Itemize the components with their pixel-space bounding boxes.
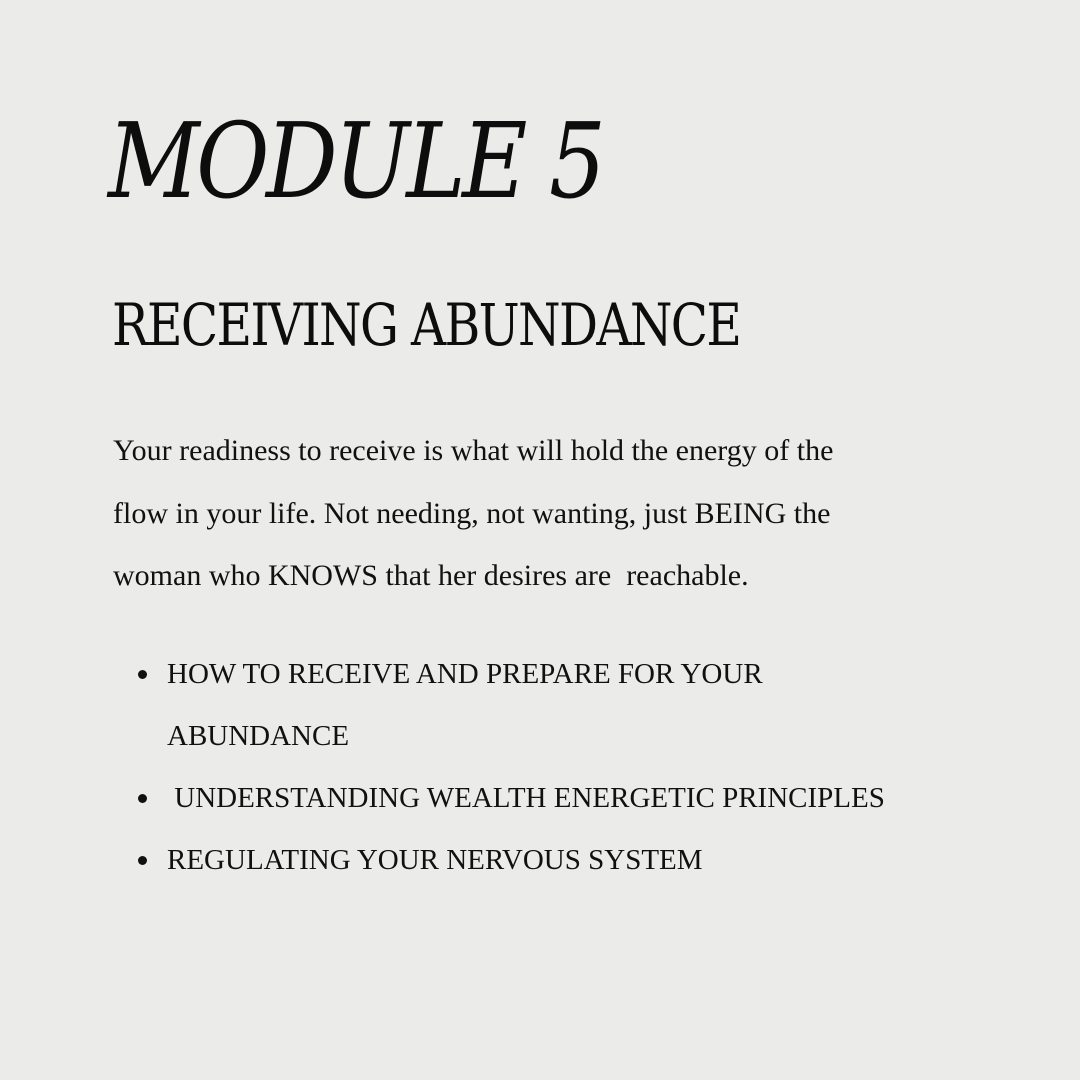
bullet-dot-icon	[138, 670, 147, 679]
topic-item	[138, 643, 998, 767]
bullet-dot-icon	[138, 794, 147, 803]
topic-item-text: ABUNDANCE	[167, 720, 350, 752]
module-subtitle: RECEIVING ABUNDANCE	[112, 291, 741, 359]
module-title: MODULE 5	[108, 100, 603, 222]
module-description	[113, 420, 973, 608]
description-line: Your readiness to receive is what will hold the energy of the	[113, 434, 834, 467]
description-line: woman who KNOWS that her desires are reachable.	[113, 559, 749, 592]
bullet-dot-icon	[138, 856, 147, 865]
topic-item	[138, 767, 998, 829]
topic-item-text: REGULATING YOUR NERVOUS SYSTEM	[167, 844, 703, 876]
topic-item-text: UNDERSTANDING WEALTH ENERGETIC PRINCIPLES	[167, 782, 885, 814]
topic-list	[138, 643, 998, 891]
topic-item	[138, 829, 998, 891]
description-line: flow in your life. Not needing, not wanting, just BEING the	[113, 496, 831, 530]
topic-item-text: HOW TO RECEIVE AND PREPARE FOR YOUR	[167, 658, 763, 690]
